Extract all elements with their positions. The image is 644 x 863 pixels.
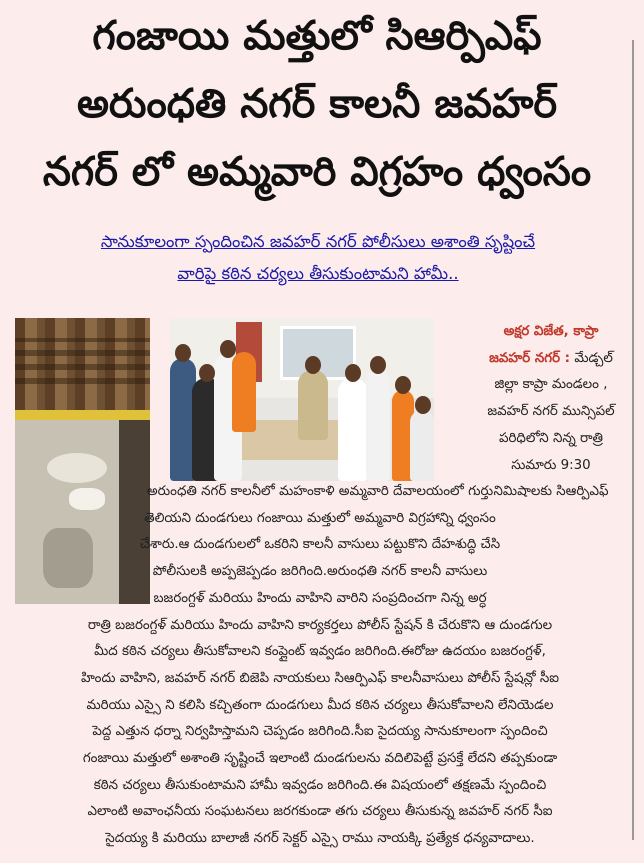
column-divider (632, 40, 634, 840)
article-line: జవహర్ నగర్ మున్సిపల్ (487, 404, 615, 420)
article-line: జవహర్ నగర్ : మేడ్చల్ (489, 350, 613, 366)
article-line: పెద్ద ఎత్తున ధర్నా నిర్వహిస్తామని చెప్పడం జరిగింది.సీఐ సైదయ్య సానుకూలంగా స్పందించి (92, 724, 548, 740)
article-byline: అక్షర విజేత, కాప్రా (503, 324, 599, 339)
article-body-text (14, 479, 626, 853)
subheadline (18, 226, 618, 290)
article-line: పరిధిలోని నిన్న రాత్రి (498, 430, 604, 446)
subheadline-line-1: సానుకూలంగా స్పందించిన జవహర్ నగర్ పోలీసులు అశాంతి సృష్టించే (100, 232, 536, 251)
article-line: ఎలాంటి అవాంఛనీయ సంఘటనలు జరగకుండా తగు చర్యలు తీసుకున్న జవహర్ నగర్ సీఐ (87, 804, 553, 820)
police-station-meeting-photo (170, 318, 434, 481)
headline-line-3: నగర్ లో అమ్మవారి విగ్రహం ధ్వంసం (42, 149, 592, 195)
article-line: బజరంగ్దళ్ మరియు హిందు వాహిని వారిని సంప్రదించగా నిన్న అర్ధ (153, 590, 487, 606)
article-line: మీద కఠిన చర్యలు తీసుకోవాలని కంప్లైంట్ ఇవ్వడం జరిగింది.ఈరోజు ఉదయం బజరంగ్దళ్, (94, 644, 546, 660)
article-line: సుమారు 9:30 (511, 457, 591, 473)
article-line: తెలియని దుండగులు గంజాయి మత్తులో అమ్మవారి విగ్రహాన్ని ధ్వంసం (144, 510, 496, 526)
article-line: అరుంధతి నగర్ కాలనీలో మహంకాళి అమ్మవారి దేవాలయంలో గుర్తు (146, 484, 494, 499)
headline-line-1: గంజాయి మత్తులో సిఆర్పిఎఫ్ (92, 13, 542, 59)
article-line: రాత్రి బజరంగ్దళ్ మరియు హిందు వాహిని కార్యకర్తలు పోలీస్ స్టేషన్ కి చేరుకొని ఆ దుండగుల (87, 617, 553, 633)
headline-line-2: అరుంధతి నగర్ కాలనీ జవహర్ (76, 81, 558, 127)
headline (8, 2, 626, 206)
article-line: మరియు ఎస్సై ని కలిసి కచ్చితంగా దుండగులు మీద కఠిన చర్యలు తీసుకోవాలని లేనియెడల (86, 697, 554, 713)
article-dateline: జవహర్ నగర్ : (489, 350, 571, 366)
article-line: చేశారు.ఆ దుండగులలో ఒకరిని కాలనీ వాసులు పట్టుకొని దేహశుద్ధి చేసి (139, 537, 501, 553)
article-line: జిల్లా కాప్రా మండలం , (494, 377, 608, 393)
article-line: పోలీసులకి అప్పజెప్పడం జరిగింది.అరుంధతి నగర్ కాలనీ వాసులు (152, 564, 488, 580)
article-line: నిమిషాలకు సిఆర్పిఎఫ్ (493, 484, 609, 500)
article-line: కఠిన చర్యలు తీసుకుంటామని హామీ ఇవ్వడం జరిగింది.ఈ విషయంలో తక్షణమే స్పందించి (93, 777, 547, 793)
article-column-text (476, 319, 626, 506)
article-line: హిందు వాహిని, జవహర్ నగర్ బిజెపి నాయకులు సిఆర్పిఎఫ్ కాలనీవాసులు పోలీస్ స్టేషన్లో సీఐ (80, 670, 560, 686)
article-line: సైదయ్య కి మరియు బాలాజీ నగర్ సెక్టర్ ఎస్సై రాము నాయక్కి ప్రత్యేక ధన్యవాదాలు. (105, 831, 535, 847)
subheadline-line-2: వారిపై కఠిన చర్యలు తీసుకుంటామని హామీ.. (177, 264, 459, 283)
article-line: గంజాయి మత్తులో అశాంతి సృష్టించే ఇలాంటి దుండగులను వదిలిపెట్టే ప్రసక్తే లేదని తప్పకుండా (82, 751, 558, 767)
